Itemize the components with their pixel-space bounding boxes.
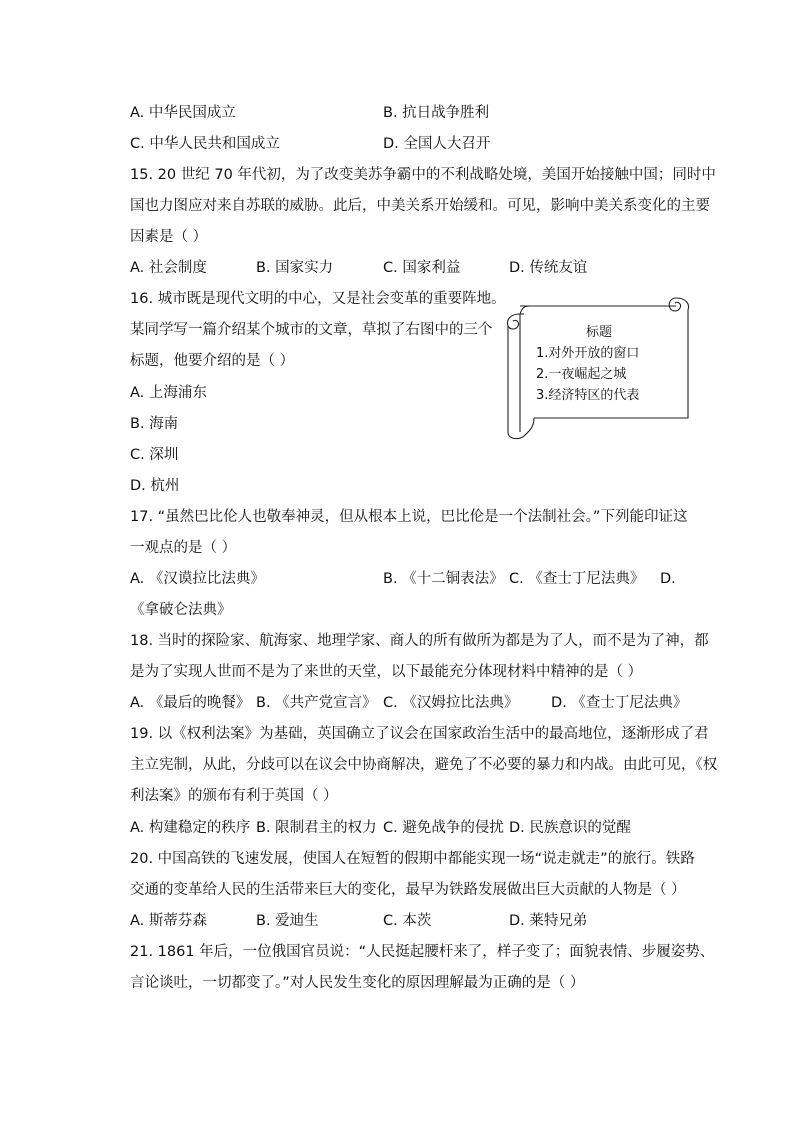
q15-option-c: C. 国家利益 — [383, 260, 461, 276]
q18-stem-line-1: 18. 当时的探险家、航海家、地理学家、商人的所有做所为都是为了人，而不是为了神，都 — [130, 633, 709, 649]
q21-stem-line-1: 21. 1861 年后，一位俄国官员说：“人民挺起腰杆来了，样子变了；面貌表情、步履姿势、 — [130, 944, 715, 960]
q19-option-c: C. 避免战争的侵扰 — [383, 820, 504, 836]
q17-stem-line-1: 17. “虽然巴比伦人也敬奉神灵，但从根本上说，巴比伦是一个法制社会。”下列能印证这 — [130, 509, 688, 525]
q14-option-b: B. 抗日战争胜利 — [383, 105, 490, 121]
q18-option-d: D. 《查士丁尼法典》 — [551, 695, 688, 711]
q15-stem-line-3: 因素是（ ） — [130, 229, 208, 245]
q19-option-d: D. 民族意识的觉醒 — [509, 820, 631, 836]
q18-option-a: A. 《最后的晚餐》 — [130, 695, 251, 711]
q19-option-b: B. 限制君主的权力 — [256, 820, 377, 836]
q16-option-a: A. 上海浦东 — [130, 385, 207, 401]
q19-stem-line-3: 利法案》的颁布有利于英国（ ） — [130, 788, 338, 804]
scroll-item-3: 3.经济特区的代表 — [536, 388, 640, 403]
q16-option-d: D. 杭州 — [130, 478, 180, 494]
q15-option-b: B. 国家实力 — [256, 260, 334, 276]
q17-stem-line-2: 一观点的是（ ） — [130, 540, 237, 556]
q15-stem-line-2: 国也力图应对来自苏联的威胁。此后，中美关系开始缓和。可见，影响中美关系变化的主要 — [130, 198, 710, 214]
q16-scroll-figure — [500, 292, 696, 444]
q16-stem-line-2: 某同学写一篇介绍某个城市的文章，草拟了右图中的三个 — [130, 322, 493, 338]
q17-option-d-text: 《拿破仑法典》 — [130, 602, 232, 618]
q21-stem-line-2: 言论谈吐，一切都变了。”对人民发生变化的原因理解最为正确的是（ ） — [130, 975, 585, 991]
q17-option-a: A. 《汉谟拉比法典》 — [130, 571, 265, 587]
q20-stem-line-1: 20. 中国高铁的飞速发展，使国人在短暂的假期中都能实现一场“说走就走”的旅行。铁路 — [130, 851, 695, 867]
scroll-item-2: 2.一夜崛起之城 — [536, 367, 627, 382]
q14-option-c: C. 中华人民共和国成立 — [130, 136, 280, 152]
q14-option-d: D. 全国人大召开 — [383, 136, 491, 152]
q20-option-a: A. 斯蒂芬森 — [130, 913, 207, 929]
q15-stem-line-1: 15. 20 世纪 70 年代初，为了改变美苏争霸中的不利战略处境，美国开始接触中国；同时中 — [130, 167, 716, 183]
q18-stem-line-2: 是为了实现人世而不是为了来世的天堂，以下最能充分体现材料中精神的是（ ） — [130, 664, 643, 680]
q18-option-c: C. 《汉姆拉比法典》 — [383, 695, 519, 711]
q16-option-b: B. 海南 — [130, 416, 179, 432]
q19-stem-line-2: 主立宪制，从此，分歧可以在议会中协商解决，避免了不必要的暴力和内战。由此可见，《权 — [130, 757, 718, 773]
q17-option-c: C. 《查士丁尼法典》 — [509, 571, 645, 587]
q16-stem-line-3: 标题，他要介绍的是（ ） — [130, 353, 295, 369]
q18-option-b: B. 《共产党宣言》 — [256, 695, 377, 711]
q17-option-d: D. — [660, 571, 676, 587]
q20-option-b: B. 爱迪生 — [256, 913, 319, 929]
q16-stem-line-1: 16. 城市既是现代文明的中心，又是社会变革的重要阵地。 — [130, 291, 506, 307]
q20-stem-line-2: 交通的变革给人民的生活带来巨大的变化，最早为铁路发展做出巨大贡献的人物是（ ） — [130, 882, 686, 898]
q15-option-d: D. 传统友谊 — [509, 260, 588, 276]
scroll-item-1: 1.对外开放的窗口 — [536, 346, 640, 361]
q19-stem-line-1: 19. 以《权利法案》为基础，英国确立了议会在国家政治生活中的最高地位，逐渐形成了君 — [130, 726, 709, 742]
scroll-heading: 标题 — [586, 325, 613, 340]
q15-option-a: A. 社会制度 — [130, 260, 207, 276]
q17-option-b: B. 《十二铜表法》 — [383, 571, 504, 587]
q14-option-a: A. 中华民国成立 — [130, 105, 236, 121]
q16-option-c: C. 深圳 — [130, 447, 179, 463]
q20-option-d: D. 莱特兄弟 — [509, 913, 588, 929]
q19-option-a: A. 构建稳定的秩序 — [130, 820, 251, 836]
q20-option-c: C. 本茨 — [383, 913, 432, 929]
